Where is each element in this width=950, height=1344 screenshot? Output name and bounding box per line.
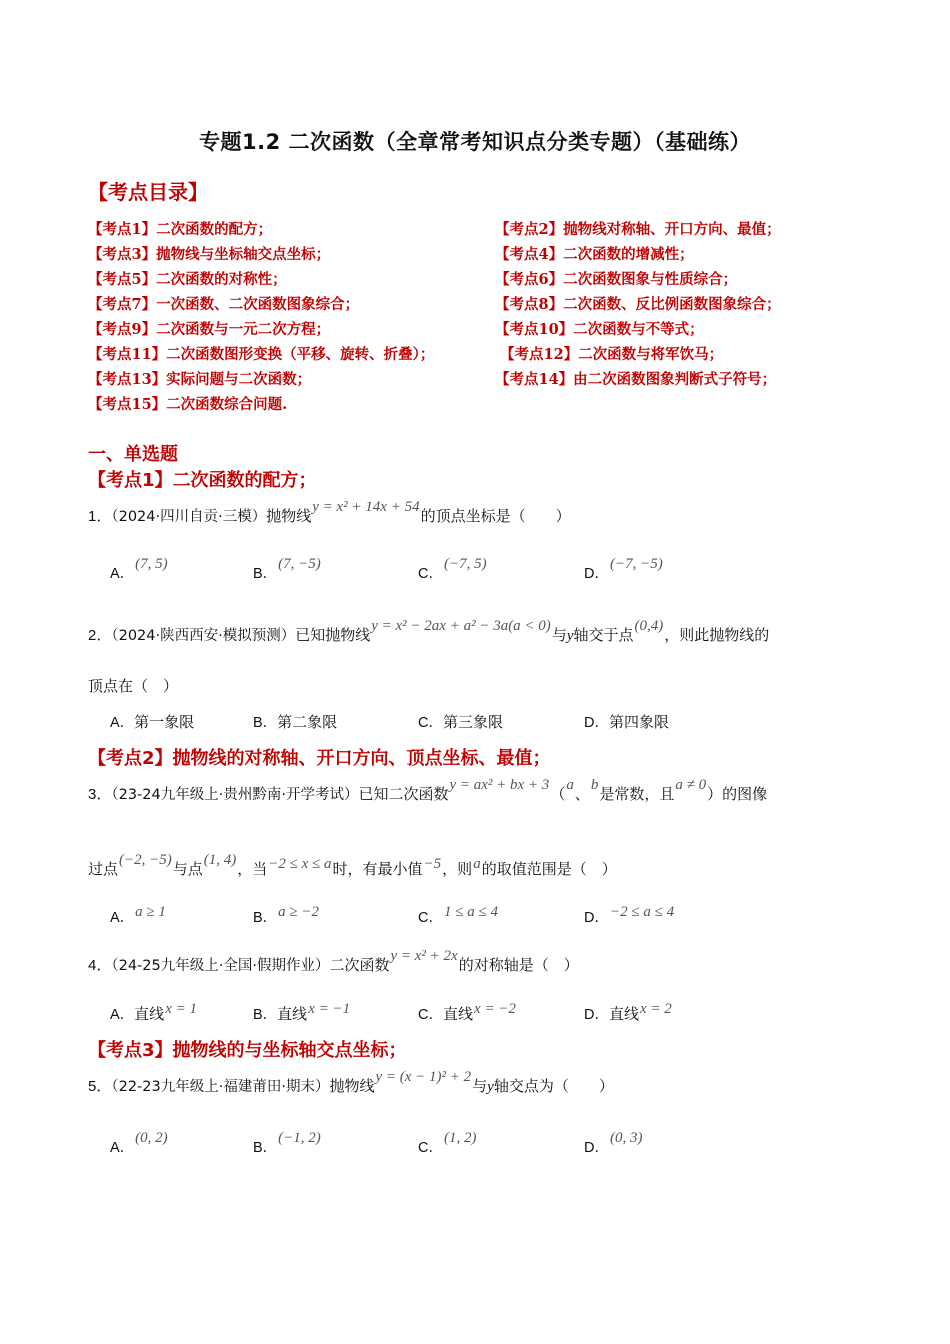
option-c (418, 556, 488, 583)
question-text: 顶点在（ ） (88, 677, 179, 695)
option-d (584, 711, 669, 732)
toc-item: 【考点3】抛物线与坐标轴交点坐标； (88, 246, 331, 263)
option-a (110, 906, 167, 927)
option-a (110, 1130, 169, 1157)
text-fragment: y (487, 1079, 494, 1095)
text-fragment: ，则此抛物线的 (664, 626, 770, 644)
toc-item: 【考点4】二次函数的增减性； (495, 246, 694, 263)
formula: y = x² + 14x + 54 (312, 499, 420, 515)
kp-heading: 【考点3】抛物线的与坐标轴交点坐标； (88, 1040, 407, 1061)
option-c (418, 906, 499, 927)
text-fragment: x = 2 (640, 1001, 672, 1017)
text-fragment: (0, 2) (135, 1130, 168, 1146)
text-fragment: C． (418, 566, 443, 582)
text-fragment: (0, 3) (609, 1130, 643, 1146)
formula: y = x² − 2ax + a² − 3a(a < 0) (371, 618, 551, 634)
question-2 (88, 618, 770, 645)
text-fragment: C． (418, 1140, 443, 1156)
question-4 (88, 948, 579, 975)
text-fragment: 轴交于点 (573, 626, 634, 644)
text-fragment: 时，有最小值 (332, 860, 423, 878)
option-d (584, 1130, 643, 1157)
text-fragment: 第四象限 (608, 713, 669, 731)
text-fragment: (1, 2) (443, 1130, 477, 1146)
option-d (584, 906, 675, 927)
text-fragment: B． (253, 566, 278, 582)
option-d (584, 556, 664, 583)
question-text: 已知抛物线 (295, 626, 371, 644)
text-fragment: （ (550, 785, 566, 803)
text-fragment: 3． (88, 786, 112, 803)
text-fragment: a ≥ 1 (135, 904, 166, 920)
text-fragment: A． (110, 715, 135, 731)
text-fragment: (0,4) (634, 618, 664, 634)
option-c (418, 1003, 517, 1024)
text-fragment: C． (418, 715, 443, 731)
text-fragment: ，当 (237, 860, 268, 878)
text-fragment: 直线 (134, 1005, 165, 1023)
toc-item: 【考点9】二次函数与一元二次方程； (88, 321, 331, 338)
text-fragment: 、 (574, 785, 590, 803)
toc-item: 【考点13】实际问题与二次函数； (88, 371, 312, 388)
question-source: （2024·陕西西安·模拟预测） (111, 628, 296, 644)
option-a (110, 711, 194, 732)
text-fragment: (−1, 2) (278, 1130, 321, 1146)
text-fragment: B． (253, 1007, 278, 1023)
text-fragment: A． (110, 566, 135, 582)
text-fragment: 是常数，且 (599, 785, 675, 803)
option-b (253, 1003, 351, 1024)
text-fragment: 4． (88, 957, 112, 974)
text-fragment: D． (584, 566, 609, 582)
option-c (418, 711, 503, 732)
text-fragment: −2 ≤ x ≤ a (268, 856, 332, 872)
text-fragment: x = 1 (165, 1001, 197, 1017)
toc-item: 【考点11】二次函数图形变换（平移、旋转、折叠）； (88, 346, 435, 363)
option-b (253, 906, 320, 927)
formula: y = x² + 2x (390, 948, 458, 964)
question-3-line-2 (88, 852, 617, 879)
text-fragment: 5． (88, 1078, 112, 1095)
text-fragment: B． (253, 910, 278, 926)
text-fragment: 直线 (277, 1005, 308, 1023)
text-fragment: (−7, −5) (609, 556, 663, 572)
text-fragment: D． (584, 715, 609, 731)
option-d (584, 1003, 673, 1024)
text-fragment: x = −1 (308, 1001, 351, 1017)
text-fragment: D． (584, 1140, 609, 1156)
toc-item: 【考点15】二次函数综合问题. (88, 396, 288, 413)
text-fragment: B． (253, 715, 278, 731)
text-fragment: 抛物线 (329, 1077, 375, 1095)
text-fragment: 第三象限 (442, 713, 503, 731)
text-fragment: （22-23九年级上·福建莆田·期末） (111, 1079, 330, 1095)
text-fragment: ，则 (442, 860, 473, 878)
text-fragment: (1, 4) (203, 852, 237, 868)
text-fragment: 的对称轴是（ ） (458, 956, 579, 974)
text-fragment: C． (418, 910, 443, 926)
toc-item: 【考点14】由二次函数图象判断式子符号； (495, 371, 777, 388)
text-fragment: 已知二次函数 (358, 785, 449, 803)
toc-item: 【考点7】一次函数、二次函数图象综合； (88, 296, 360, 313)
text-fragment: −2 ≤ a ≤ 4 (609, 904, 675, 920)
question-3 (88, 777, 768, 804)
text-fragment: C． (418, 1007, 443, 1023)
question-number: 2． (88, 627, 112, 644)
option-c (418, 1130, 477, 1157)
toc-item: 【考点10】二次函数与不等式； (495, 321, 704, 338)
text-fragment: 与 (551, 626, 567, 644)
page-title: 专题1.2 二次函数（全章常考知识点分类专题）（基础练） (198, 130, 751, 154)
text-fragment: 轴交点为（ ） (493, 1077, 614, 1095)
text-fragment: B． (253, 1140, 278, 1156)
text-fragment: 的取值范围是（ ） (481, 860, 617, 878)
text-fragment: （23-24九年级上·贵州黔南·开学考试） (111, 787, 359, 803)
section-title: 一、单选题 (88, 444, 178, 465)
question-1 (88, 499, 571, 526)
question-5 (88, 1069, 614, 1096)
text-fragment: D． (584, 910, 609, 926)
toc-heading: 【考点目录】 (88, 180, 208, 204)
text-fragment: （24-25九年级上·全国·假期作业） (111, 958, 330, 974)
text-fragment: (7, 5) (135, 556, 168, 572)
toc-item: 【考点5】二次函数的对称性； (88, 271, 287, 288)
option-b (253, 1130, 322, 1157)
option-b (253, 556, 322, 583)
formula: y = ax² + bx + 3 (449, 777, 550, 793)
question-text: 的顶点坐标是（ ） (420, 507, 571, 525)
text-fragment: A． (110, 1007, 135, 1023)
text-fragment: a (566, 777, 574, 793)
text-fragment: (−7, 5) (443, 556, 487, 572)
option-a (110, 556, 169, 583)
text-fragment: b (590, 777, 599, 793)
option-b (253, 711, 337, 732)
text-fragment: 第二象限 (277, 713, 338, 731)
text-fragment: a (473, 856, 481, 872)
toc-item: 【考点8】二次函数、反比例函数图象综合； (495, 296, 781, 313)
toc-item: 【考点12】二次函数与将军饮马； (500, 346, 724, 363)
kp-heading: 【考点2】抛物线的对称轴、开口方向、顶点坐标、最值； (88, 748, 551, 769)
text-fragment: A． (110, 910, 135, 926)
toc-item: 【考点1】二次函数的配方； (88, 221, 273, 238)
text-fragment: 直线 (608, 1005, 639, 1023)
text-fragment: A． (110, 1140, 135, 1156)
option-a (110, 1003, 198, 1024)
text-fragment: x = −2 (474, 1001, 516, 1017)
question-number: 1． (88, 508, 112, 525)
text-fragment: ）的图像 (707, 785, 768, 803)
formula: y = (x − 1)² + 2 (375, 1069, 472, 1085)
kp-heading: 【考点1】二次函数的配方； (88, 470, 317, 491)
text-fragment: 1 ≤ a ≤ 4 (443, 904, 498, 920)
toc-item: 【考点2】抛物线对称轴、开口方向、最值； (495, 221, 781, 238)
text-fragment: a ≥ −2 (278, 904, 320, 920)
text-fragment: 直线 (442, 1005, 473, 1023)
text-fragment: −5 (423, 856, 442, 872)
text-fragment: a ≠ 0 (675, 777, 707, 793)
text-fragment: 过点 (88, 860, 119, 878)
toc-item: 【考点6】二次函数图象与性质综合； (495, 271, 738, 288)
text-fragment: y (566, 628, 574, 644)
text-fragment: 二次函数 (329, 956, 390, 974)
text-fragment: 与点 (172, 860, 203, 878)
text-fragment: 第一象限 (134, 713, 195, 731)
question-source: （2024·四川自贡·三模） (111, 509, 267, 525)
text-fragment: 与 (472, 1077, 488, 1095)
text-fragment: (7, −5) (278, 556, 321, 572)
text-fragment: D． (584, 1007, 609, 1023)
question-text: 抛物线 (266, 507, 312, 525)
text-fragment: (−2, −5) (119, 852, 172, 868)
